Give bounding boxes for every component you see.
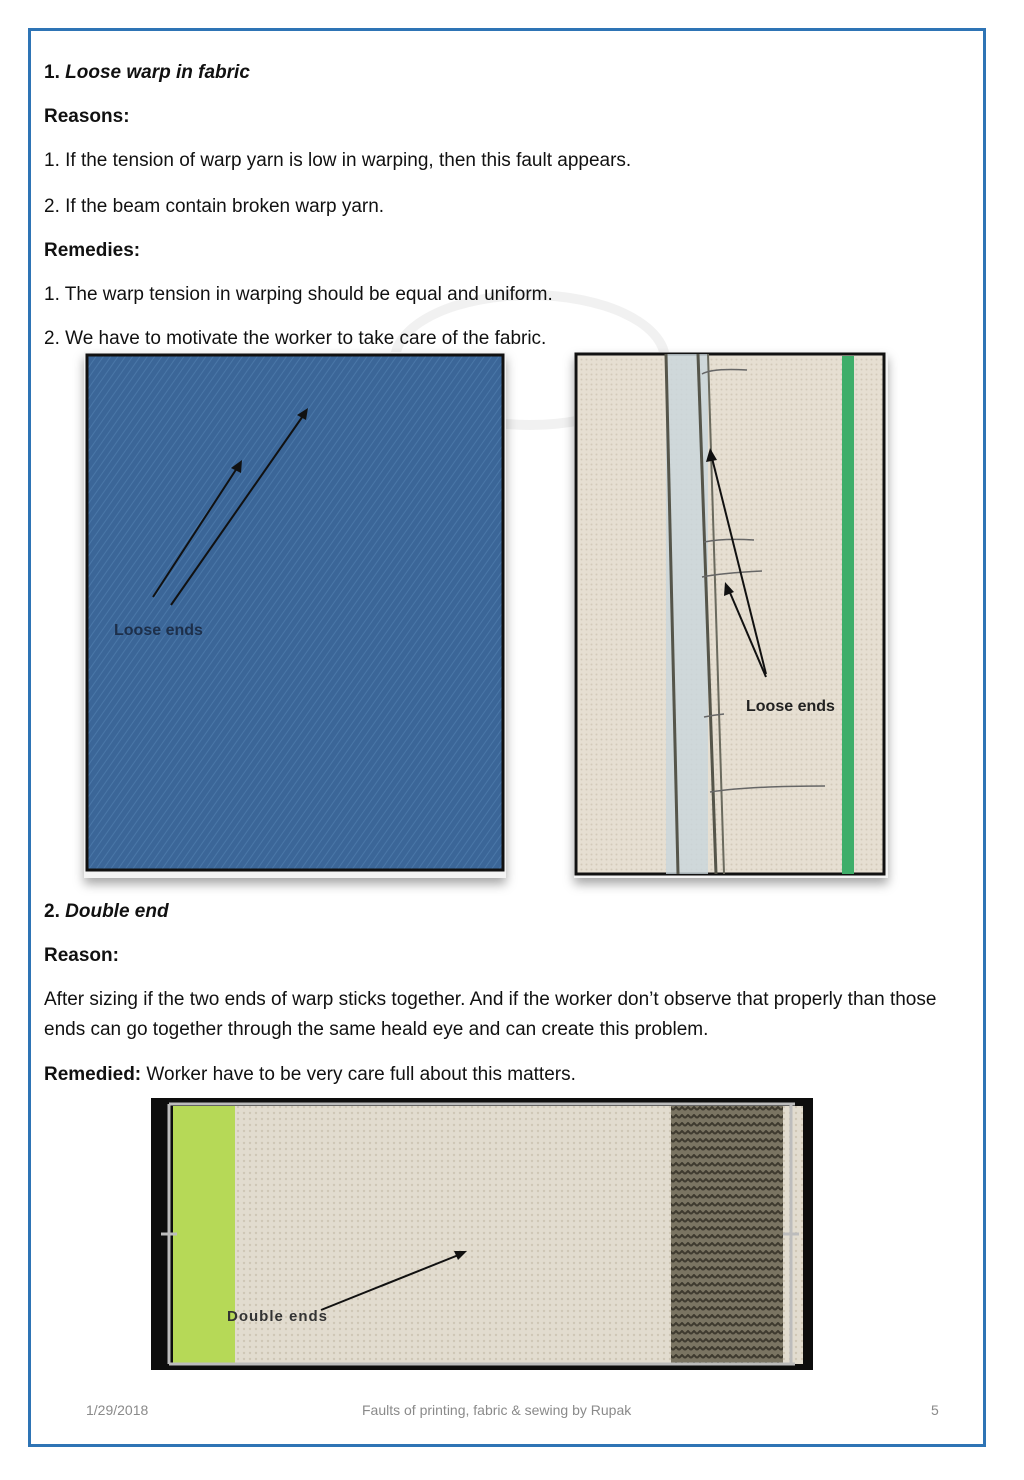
section2-number: 2.	[44, 901, 60, 922]
reason-paragraph: After sizing if the two ends of warp sticks together. And if the worker don’t observe that properly than those ends can go together through the same heald eye and can create this problem.	[44, 989, 937, 1040]
section1-number: 1.	[44, 62, 60, 83]
remedies-heading: Remedies:	[44, 240, 141, 261]
reason-heading: Reason:	[44, 945, 119, 966]
loose-ends-label-left: Loose ends	[114, 622, 203, 639]
remedied-line	[44, 1063, 576, 1087]
loose-ends-label-right: Loose ends	[746, 698, 835, 715]
loose-warp-image-left	[84, 352, 506, 878]
reason-item-1: 1. If the tension of warp yarn is low in warping, then this fault appears.	[44, 150, 632, 171]
remedied-heading: Remedied:	[44, 1064, 142, 1085]
double-end-image	[151, 1098, 813, 1370]
section2-title: Double end	[65, 901, 169, 922]
reasons-heading: Reasons:	[44, 106, 130, 127]
loose-warp-image-right	[574, 352, 888, 878]
footer-page-number: 5	[931, 1402, 939, 1418]
remedied-text: Worker have to be very care full about this matters.	[141, 1064, 576, 1085]
remedy-item-1: 1. The warp tension in warping should be equal and uniform.	[44, 284, 553, 305]
footer-title: Faults of printing, fabric & sewing by Rupak	[362, 1402, 632, 1418]
footer-date: 1/29/2018	[86, 1402, 149, 1418]
remedy-item-2: 2. We have to motivate the worker to take care of the fabric.	[44, 328, 547, 349]
double-ends-label: Double ends	[227, 1308, 329, 1325]
section1-heading	[44, 61, 250, 85]
section1-title: Loose warp in fabric	[65, 62, 250, 83]
section2-heading	[44, 900, 169, 924]
reason-item-2: 2. If the beam contain broken warp yarn.	[44, 196, 385, 217]
